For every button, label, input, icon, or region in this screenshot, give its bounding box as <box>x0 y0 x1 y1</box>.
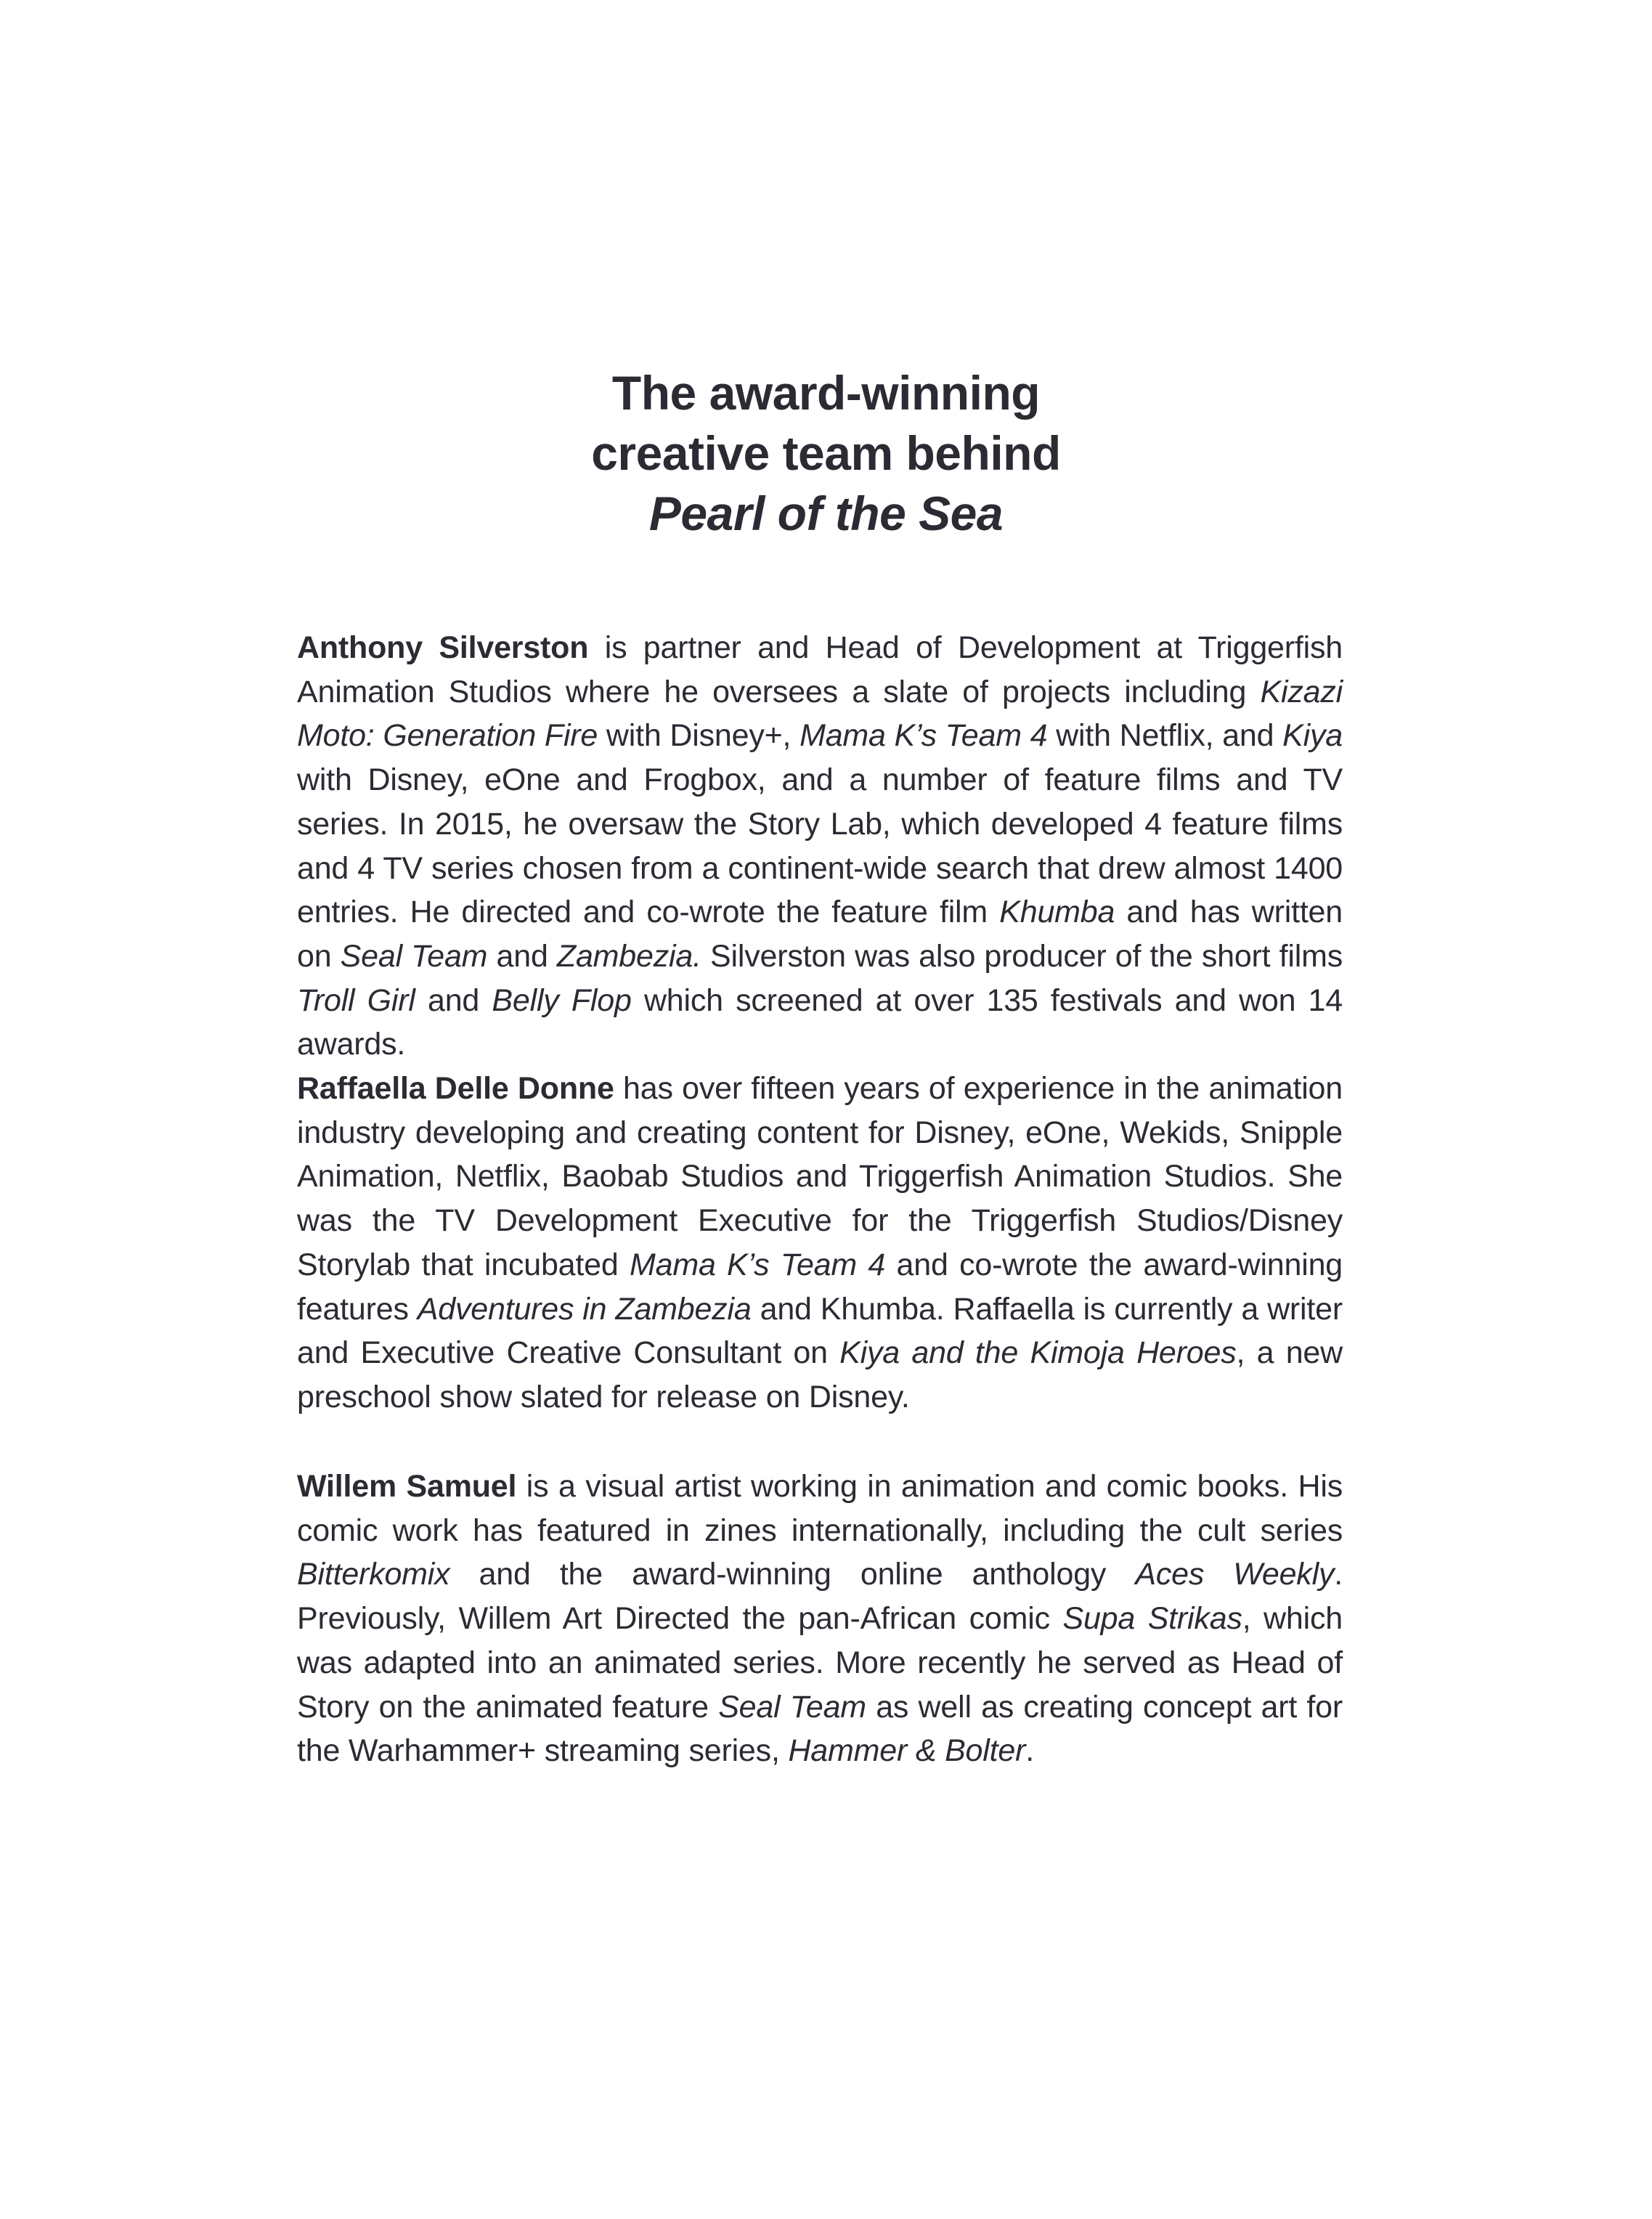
bio-text: as well as creating concept art for the Warhammer+ streaming series, <box>297 1689 1343 1769</box>
bio-anthony-silverston <box>297 626 1343 1067</box>
work-title: Bitterkomix <box>297 1557 450 1592</box>
work-title: Troll Girl <box>297 982 415 1018</box>
bio-text: and the award-winning online anthology <box>449 1557 1136 1592</box>
bio-text: has over fifteen years of experience in the animation industry developing and creating content for Disney, eOne, Wekids, Snipple Animation, Netflix, Baobab Studios and Triggerfish Animation Studios. She was the TV Development Executive for the Triggerfish Studios/Disney Storylab that incubated <box>297 1071 1343 1282</box>
work-title: Seal Team <box>718 1689 866 1725</box>
bio-text: and <box>487 938 557 974</box>
title-line-1: The award-winning <box>611 366 1041 420</box>
bio-text: and <box>415 982 492 1018</box>
work-title: Kiya and the Kimoja Heroes <box>839 1335 1237 1371</box>
work-title: Mama K’s Team 4 <box>629 1247 886 1282</box>
bio-text: which screened at over 135 festivals and won 14 awards. <box>297 982 1343 1062</box>
page-title <box>0 363 1652 544</box>
bio-text: and co-wrote the award-winning features <box>297 1247 1343 1327</box>
bio-text: , which was adapted into an animated series. More recently he served as Head of Story on the animated feature <box>297 1601 1343 1725</box>
bio-name: Raffaella Delle Donne <box>297 1071 614 1106</box>
bio-text: and Khumba. Raffaella is currently a writer and Executive Creative Consultant on <box>297 1291 1343 1371</box>
work-title: Mama K’s Team 4 <box>799 718 1048 754</box>
bio-text: is partner and Head of Development at Triggerfish Animation Studios where he oversees a slate of projects including <box>297 630 1343 709</box>
bio-text: . <box>1025 1733 1034 1769</box>
bio-raffaella-delle-donne <box>297 1067 1343 1420</box>
work-title: Hammer & Bolter <box>788 1733 1026 1769</box>
bio-text: with Disney+, <box>598 718 800 754</box>
bio-text: with Disney, eOne and Frogbox, and a number of feature films and TV series. In 2015, he oversaw the Story Lab, which developed 4 feature films and 4 TV series chosen from a continent-wide search that drew almost 1400 entries. He directed and co-wrote the feature film <box>297 762 1343 930</box>
film-title: Pearl of the Sea <box>648 486 1004 540</box>
bio-text: is a visual artist working in animation and comic books. His comic work has featured in zines internationally, including the cult series <box>297 1469 1343 1548</box>
bio-text: with Netflix, and <box>1047 718 1283 754</box>
work-title: Adventures in Zambezia <box>417 1291 752 1327</box>
work-title: Kizazi Moto: Generation Fire <box>297 674 1343 754</box>
work-title: Belly Flop <box>492 982 632 1018</box>
bio-text: . Previously, Willem Art Directed the pan-African comic <box>297 1557 1343 1637</box>
work-title: Khumba <box>999 895 1115 930</box>
bio-text: , a new preschool show slated for release on Disney. <box>297 1335 1343 1414</box>
bio-text: Silverston was also producer of the short films <box>701 938 1343 974</box>
bio-name: Anthony Silverston <box>297 630 589 665</box>
bio-willem-samuel <box>297 1465 1343 1773</box>
bio-text: and has written on <box>297 895 1343 974</box>
work-title: Aces Weekly <box>1135 1557 1335 1592</box>
bio-name: Willem Samuel <box>297 1469 517 1504</box>
work-title: Supa Strikas <box>1062 1601 1242 1637</box>
work-title: Zambezia. <box>556 938 701 974</box>
work-title: Seal Team <box>340 938 488 974</box>
title-line-2: creative team behind <box>591 426 1061 480</box>
work-title: Kiya <box>1282 718 1343 754</box>
